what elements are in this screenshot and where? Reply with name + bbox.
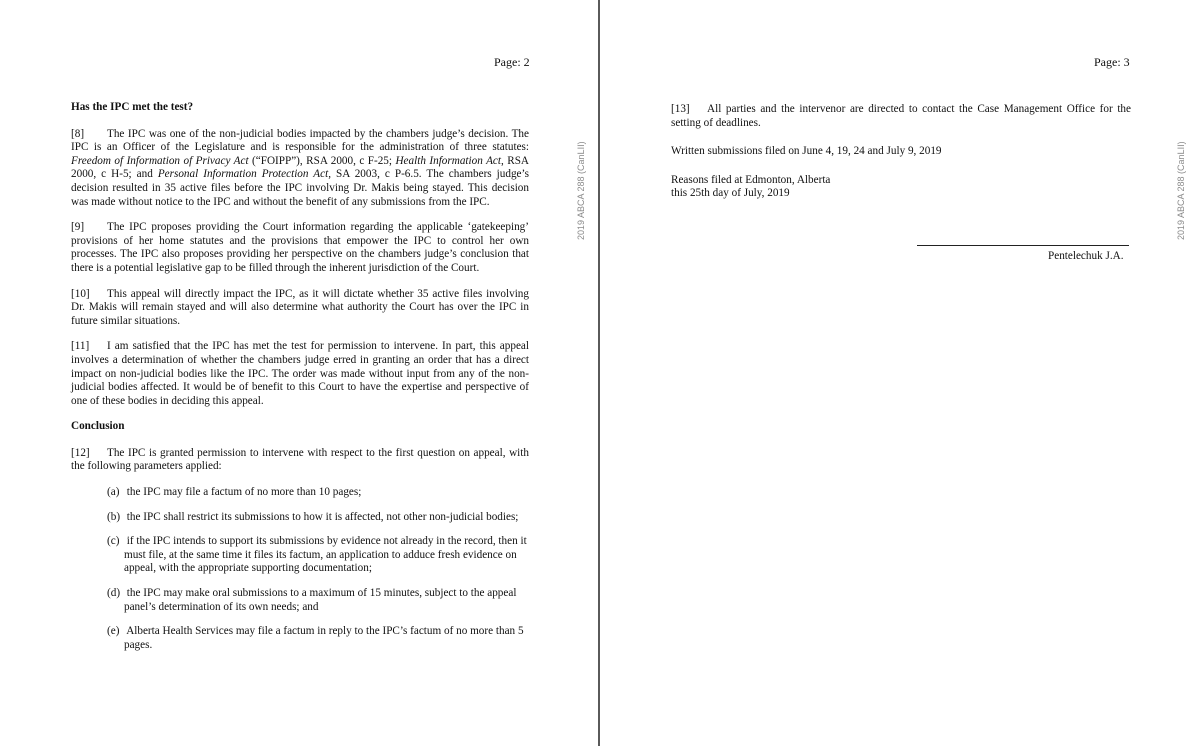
list-letter: (a) [107, 486, 120, 499]
statute-name: Health Information Act [395, 154, 501, 167]
paragraph-10 [71, 288, 529, 329]
paragraph-text: , SA 2003, c P-6.5. The chambers judge’s decision resulted in 35 active files before the IPC involving Dr. Makis being stayed. This decision was made without notice to the IPC and without the benefit of any submissions from the IPC. [71, 168, 529, 208]
list-text: the IPC shall restrict its submissions to how it is affected, not other non-judicial bodies; [126, 510, 519, 523]
section-heading-conclusion: Conclusion [71, 420, 125, 433]
list-item-d [107, 587, 529, 614]
list-item-c [107, 535, 529, 576]
paragraph-13 [671, 103, 1131, 130]
canlii-citation: 2019 ABCA 288 (CanLII) [1176, 141, 1186, 240]
list-text: the IPC may file a factum of no more than 10 pages; [126, 486, 362, 499]
signature-line [917, 245, 1129, 246]
paragraph-number: [13] [671, 103, 690, 115]
reasons-date-line: this 25th day of July, 2019 [671, 187, 790, 200]
paragraph-text: The IPC proposes providing the Court information regarding the applicable ‘gatekeeping’ provisions of her home statutes and the provisions that empower the IPC to control her own processes. The IPC also proposes providing her perspective on the chambers judge’s conclusion that there is a potential legislative gap to be filled through the inherent jurisdiction of the Court. [71, 221, 529, 274]
document-page-3 [600, 0, 1200, 746]
paragraph-text: This appeal will directly impact the IPC, as it will dictate whether 35 active files involving Dr. Makis will remain stayed and will also determine what authority the Court has over the IPC in future similar situations. [71, 287, 529, 327]
page-number: Page: 2 [494, 55, 530, 69]
list-letter: (b) [107, 510, 121, 523]
canlii-citation: 2019 ABCA 288 (CanLII) [576, 141, 586, 240]
list-item-e [107, 625, 529, 652]
list-letter: (c) [107, 535, 120, 548]
reasons-filed-line: Reasons filed at Edmonton, Alberta [671, 173, 831, 186]
paragraph-text: All parties and the intervenor are directed to contact the Case Management Office for the setting of deadlines. [671, 103, 1131, 129]
paragraph-number: [10] [71, 287, 90, 300]
page-content [71, 101, 529, 663]
list-letter: (e) [107, 625, 120, 638]
paragraph-9 [71, 221, 529, 275]
statute-name: Freedom of Information of Privacy Act [71, 154, 249, 167]
paragraph-11 [71, 340, 529, 408]
page-number: Page: 3 [1094, 55, 1130, 69]
paragraph-number: [8] [71, 127, 85, 140]
paragraph-12 [71, 447, 529, 474]
list-letter: (d) [107, 587, 121, 600]
paragraph-text: The IPC is granted permission to intervene with respect to the first question on appeal, with the following parameters applied: [71, 446, 529, 473]
submissions-filed: Written submissions filed on June 4, 19, 24 and July 9, 2019 [671, 145, 942, 158]
paragraph-number: [11] [71, 340, 90, 353]
document-page-2 [0, 0, 598, 746]
paragraph-text: , RSA 2000, c H-5; and [71, 154, 529, 181]
list-text: Alberta Health Services may file a factum in reply to the IPC’s factum of no more than 5 pages. [124, 625, 524, 651]
paragraph-8 [71, 128, 529, 210]
page-content [671, 103, 1131, 201]
list-text: if the IPC intends to support its submissions by evidence not already in the record, then it must file, at the same time it files its factum, an application to adduce fresh evidence on appeal, with the appropriate supporting documentation; [124, 535, 527, 575]
paragraph-number: [12] [71, 446, 90, 459]
paragraph-text: The IPC was one of the non-judicial bodies impacted by the chambers judge’s decision. The IPC is an Officer of the Legislature and is responsible for the administration of three statutes: [71, 127, 529, 154]
statute-name: Personal Information Protection Act [157, 168, 329, 181]
judge-name: Pentelechuk J.A. [1048, 250, 1124, 262]
list-item-a [107, 486, 529, 500]
paragraph-number: [9] [71, 221, 85, 234]
paragraph-text: I am satisfied that the IPC has met the test for permission to intervene. In part, this appeal involves a determination of whether the chambers judge erred in granting an order that has a direct impact on non-judicial bodies like the IPC. The order was made without input from any of the non-judicial bodies affected. It would be of benefit to this Court to have the expertise and perspective of one of these bodies in deciding this appeal. [71, 340, 529, 407]
list-item-b [107, 511, 529, 525]
list-text: the IPC may make oral submissions to a maximum of 15 minutes, subject to the appeal panel’s determination of its own needs; and [124, 587, 517, 613]
section-heading-test: Has the IPC met the test? [71, 101, 194, 113]
paragraph-text: (“FOIPP”), RSA 2000, c F-25; [248, 154, 396, 167]
